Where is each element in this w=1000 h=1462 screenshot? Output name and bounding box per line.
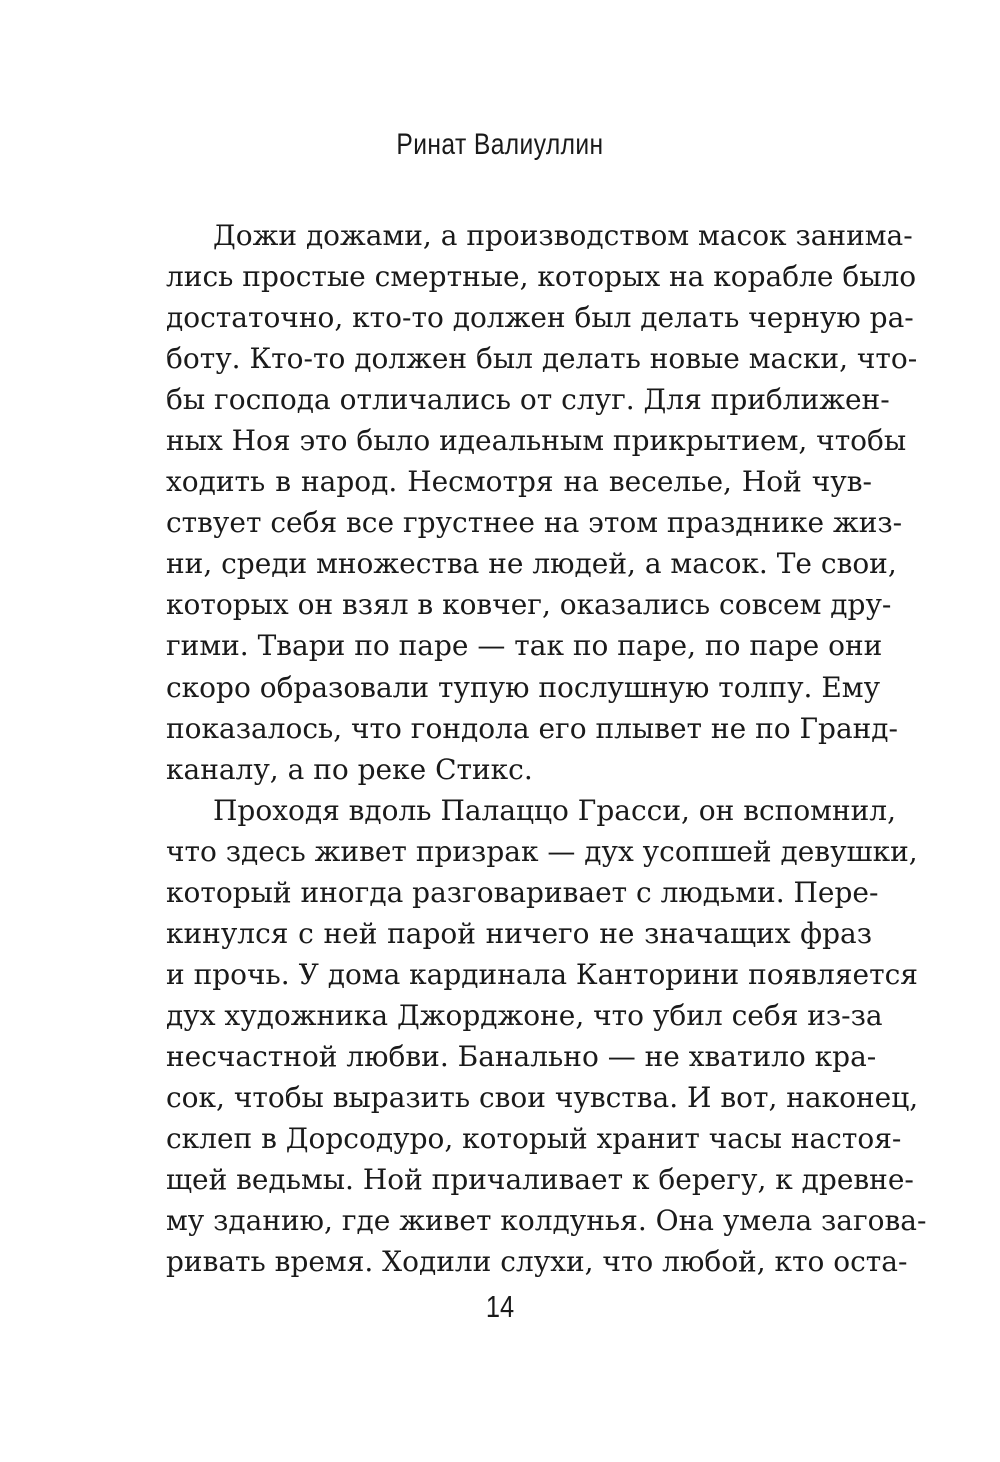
text-line: скоро образовали тупую послушную толпу. Ему [166, 670, 881, 704]
text-line: ривать время. Ходили слухи, что любой, кто оста- [166, 1245, 908, 1279]
text-line: Проходя вдоль Палаццо Грасси, он вспомнил, [213, 793, 896, 827]
text-line: несчастной любви. Банально — не хватило кра- [166, 1039, 877, 1073]
text-line: щей ведьмы. Ной причаливает к берегу, к древне- [166, 1163, 914, 1197]
text-line: ходить в народ. Несмотря на веселье, Ной чув- [166, 465, 872, 499]
running-head-author: Ринат Валиуллин [396, 128, 604, 161]
text-line: гими. Твари по паре — так по паре, по паре они [166, 629, 883, 663]
text-line: Дожи дожами, а производством масок занима- [213, 219, 913, 252]
text-line: которых он взял в ковчег, оказались совсем дру- [166, 588, 892, 622]
text-line: склеп в Дорсодуро, который хранит часы настоя- [166, 1122, 902, 1156]
text-line: ни, среди множества не людей, а масок. Те свои, [166, 547, 897, 581]
text-line: дух художника Джорджоне, что убил себя из-за [166, 998, 883, 1032]
text-line: показалось, что гондола его плывет не по Гранд- [166, 711, 899, 745]
text-line: что здесь живет призрак — дух усопшей девушки, [166, 834, 918, 868]
text-line: му зданию, где живет колдунья. Она умела загова- [166, 1204, 927, 1238]
text-line: достаточно, кто-то должен был делать черную ра- [166, 301, 914, 335]
text-line: каналу, а по реке Стикс. [166, 752, 533, 786]
text-line: кинулся с ней парой ничего не значащих фраз [166, 916, 872, 950]
text-line: ствует себя все грустнее на этом празднике жиз- [166, 506, 903, 540]
body-text [166, 215, 927, 1282]
text-line: бы господа отличались от слуг. Для приближен- [166, 383, 890, 417]
text-line: который иногда разговаривает с людьми. Пере- [166, 875, 879, 909]
text-line: сок, чтобы выразить свои чувства. И вот, наконец, [166, 1080, 919, 1114]
text-line: ных Ноя это было идеальным прикрытием, чтобы [166, 424, 907, 458]
page-number: 14 [485, 1289, 515, 1324]
text-line: лись простые смертные, которых на корабле было [166, 260, 917, 294]
text-line: боту. Кто-то должен был делать новые маски, что- [166, 342, 918, 376]
text-line: и прочь. У дома кардинала Канторини появляется [166, 957, 918, 991]
